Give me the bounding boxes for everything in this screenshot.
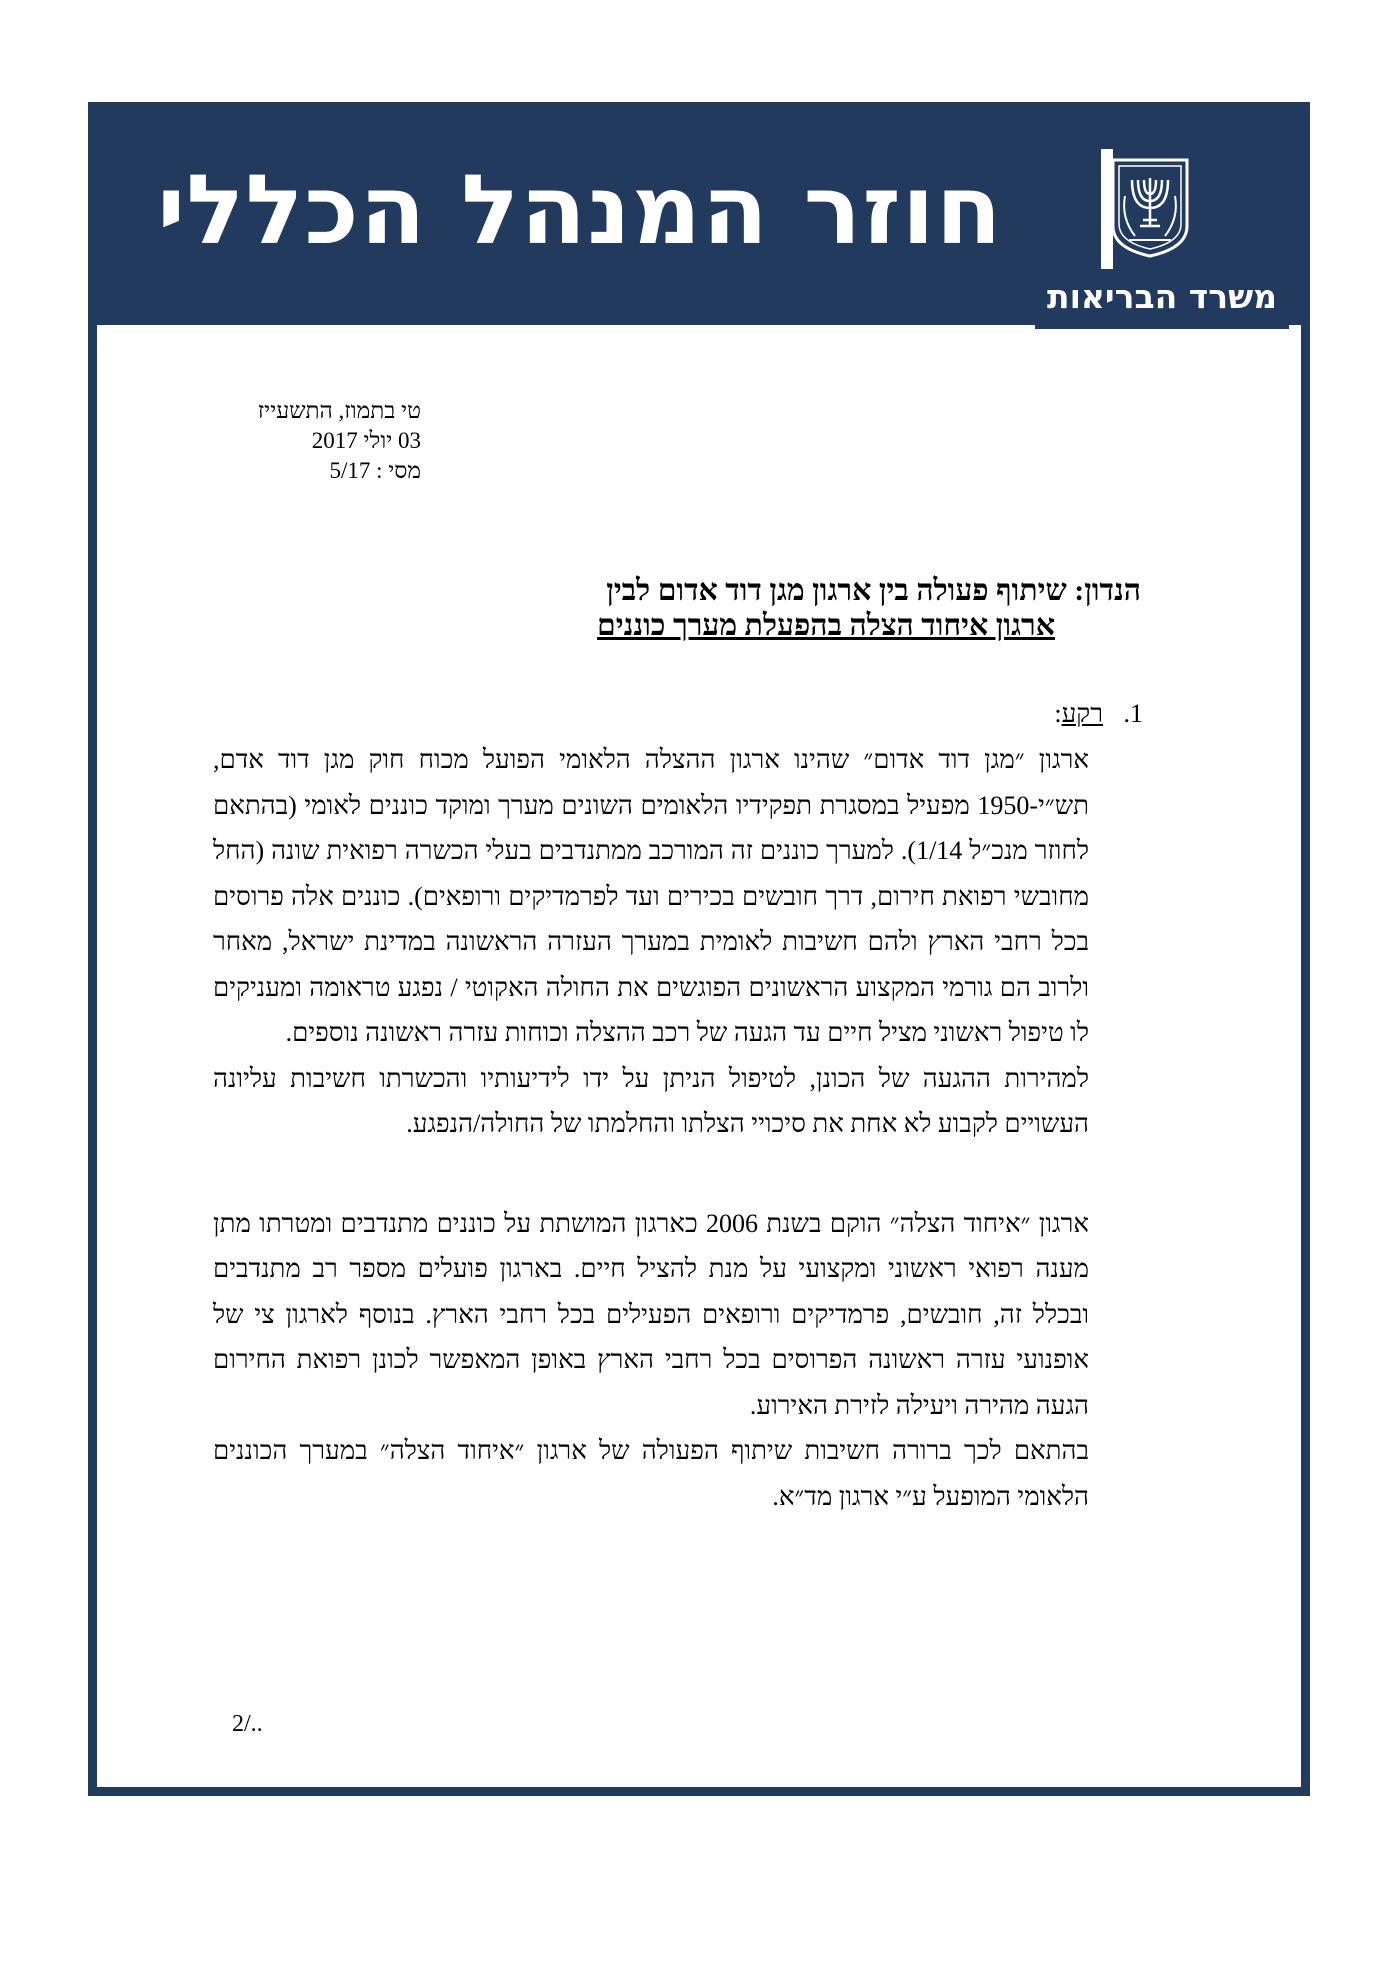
page-continuation: 2/.. [232,1711,263,1737]
letterhead [97,111,1301,325]
hebrew-date: טי בתמוז, התשעייז [257,398,421,423]
paragraph-response-time: למהירות ההגעה של הכונן, לטיפול הניתן על ידו לידיעותיו והכשרתו חשיבות עליונה העשויים לקבוע לא אחת את סיכויי הצלתו והחלמתו של החולה/הנפגע. [213,1063,1089,1138]
paragraph-united-hatzalah: ארגון ״איחוד הצלה״ הוקם בשנת 2006 כארגון המושתת על כוננים מתנדבים ומטרתו מתן מענה רפואי ראשוני ומקצועי על מנת להציל חיים. בארגון פועלים מספר רב מתנדבים ובכלל זה, חובשים, פרמדיקים ורופאים הפעילים בכל רחבי הארץ. בנוסף לארגון צי של אופנועי עזרה ראשונה הפרוסים בכל רחבי הארץ באופן המאפשר לכונן רפואת החירום הגעה מהירה ויעילה לזירת האירוע. [213,1208,1089,1420]
subject-line-1: הנדון: שיתוף פעולה בין ארגון מגן דוד אדום לבין [606,574,1141,607]
state-emblem-icon [1107,156,1193,260]
section-background [213,697,1143,1519]
subject-line-2: ארגון איחוד הצלה בהפעלת מערך כוננים [597,609,1055,642]
section-heading-colon: : [1054,699,1062,728]
gregorian-date: 03 יולי 2017 [311,428,421,453]
document-title: חוזר המנהל הכללי [157,154,1003,266]
paragraph-cooperation: בהתאם לכך ברורה חשיבות שיתוף הפעולה של ארגון ״איחוד הצלה״ במערך הכוננים הלאומי המופעל ע״י ארגון מד״א. [213,1436,1089,1511]
section-heading-label: רקע [1061,699,1103,728]
section-number: 1. [1123,699,1143,728]
paragraph-mda: ארגון ״מגן דוד אדום״ שהינו ארגון ההצלה הלאומי הפועל מכוח חוק מגן דוד אדם, תש״י-1950 מפעיל במסגרת תפקידיו הלאומים השונים מערך ומוקד כוננים לאומי (בהתאם לחוזר מנכ״ל 1/14). למערך כוננים זה המורכב ממתנדבים בעלי הכשרה רפואית שונה (החל מחובשי רפואת חירום, דרך חובשים בכירים ועד לפרמדיקים ורופאים). כוננים אלה פרוסים בכל רחבי הארץ ולהם חשיבות לאומית במערך העזרה הראשונה במדינת ישראל, מאחר ולרוב הם גורמי המקצוע הראשונים הפוגשים את החולה האקוטי / נפגע טראומה ומעניקים לו טיפול ראשוני מציל חיים עד הגעה של רכב ההצלה וכוחות עזרה ראשונה נוספים. [213,745,1089,1047]
circular-number: מסי : 5/17 [329,458,421,483]
ministry-name: משרד הבריאות [1035,269,1289,329]
subject-line [369,573,1141,643]
section-heading [213,697,1143,731]
document-meta [197,396,421,486]
document-frame [88,102,1310,1796]
